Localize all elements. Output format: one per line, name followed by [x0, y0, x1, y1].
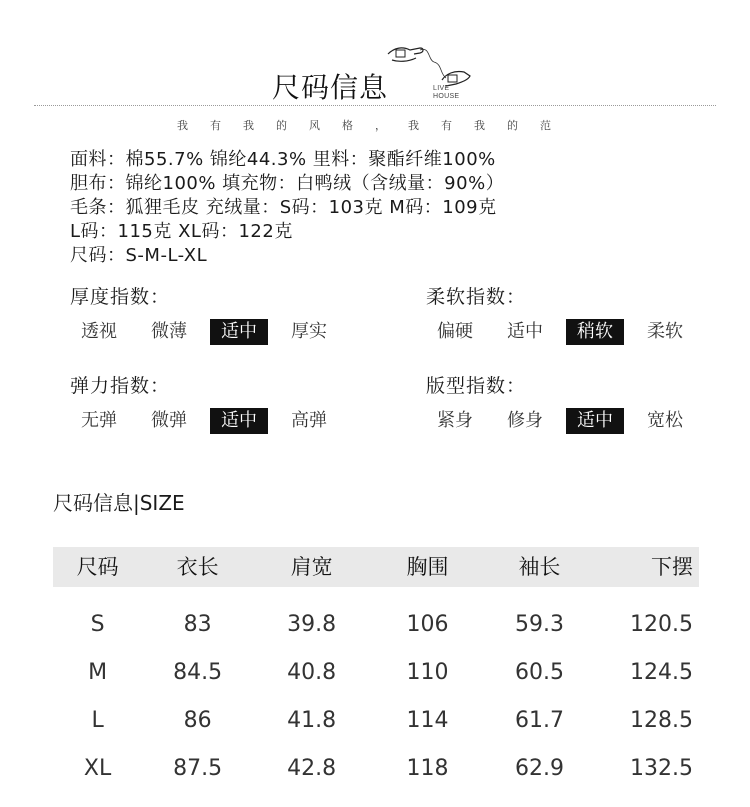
table-cell: 39.8: [287, 612, 337, 637]
table-cell: 118: [406, 756, 449, 781]
table-cell: L: [91, 708, 104, 733]
softness-option-selected: 稍软: [566, 319, 624, 345]
material-line: 毛条：狐狸毛皮 充绒量：S码：103克 M码：109克: [70, 197, 497, 218]
table-cell: 83: [183, 612, 212, 637]
elasticity-option: 微弹: [151, 410, 187, 431]
thickness-option: 厚实: [291, 321, 327, 342]
table-cell: 87.5: [173, 756, 223, 781]
fit-option: 修身: [507, 410, 543, 431]
header-cell: 衣长: [176, 555, 219, 579]
table-cell: 114: [406, 708, 449, 733]
material-line: 胆布：锦纶100% 填充物：白鸭绒（含绒量：90%）: [70, 173, 505, 194]
header-cell: 下摆: [651, 555, 694, 579]
fit-title: 版型指数：: [426, 375, 527, 397]
material-info: [70, 148, 504, 268]
fit-option-selected: 适中: [566, 408, 624, 434]
header-cell: 袖长: [518, 555, 561, 579]
header-cell: 尺码: [76, 555, 119, 579]
softness-option: 柔软: [647, 321, 683, 342]
slogan: 我有我的风格，我有我的范: [177, 119, 573, 132]
table-cell: 86: [183, 708, 212, 733]
table-cell: 120.5: [630, 612, 694, 637]
softness-title: 柔软指数：: [426, 286, 527, 308]
table-header: [53, 547, 699, 587]
softness-index: [426, 282, 706, 345]
softness-option: 适中: [507, 321, 543, 342]
elasticity-title: 弹力指数：: [70, 375, 171, 397]
thickness-option: 微薄: [151, 321, 187, 342]
page-title: 尺码信息: [271, 71, 388, 104]
size-section-title: 尺码信息|SIZE: [53, 491, 185, 515]
table-row: [53, 697, 699, 745]
table-cell: 110: [406, 660, 449, 685]
table-cell: S: [90, 612, 105, 637]
table-cell: 41.8: [287, 708, 337, 733]
table-cell: 132.5: [630, 756, 694, 781]
thickness-option: 透视: [81, 321, 117, 342]
table-cell: 59.3: [514, 612, 564, 637]
logo-text: LIVE HOUSE: [433, 85, 460, 100]
softness-option: 偏硬: [437, 321, 473, 342]
elasticity-option: 无弹: [81, 410, 117, 431]
size-table: [53, 547, 699, 793]
table-row: [53, 649, 699, 697]
table-row: [53, 601, 699, 649]
table-cell: 128.5: [630, 708, 694, 733]
material-line: 面料：棉55.7% 锦纶44.3% 里料：聚酯纤维100%: [70, 149, 496, 170]
thickness-option-selected: 适中: [210, 319, 268, 345]
material-line: L码：115克 XL码：122克: [70, 221, 293, 242]
material-line: 尺码：S-M-L-XL: [70, 245, 208, 266]
table-cell: 84.5: [173, 660, 223, 685]
table-cell: 62.9: [514, 756, 564, 781]
table-cell: M: [88, 660, 108, 685]
thickness-index: [70, 282, 350, 345]
header-cell: 肩宽: [290, 555, 333, 579]
table-cell: 42.8: [287, 756, 337, 781]
header-cell: 胸围: [406, 555, 449, 579]
table-cell: 61.7: [514, 708, 564, 733]
elasticity-index: [70, 371, 350, 434]
table-cell: 106: [406, 612, 449, 637]
thickness-title: 厚度指数：: [70, 286, 171, 308]
elasticity-option-selected: 适中: [210, 408, 268, 434]
hands-logo-icon: [384, 40, 474, 102]
table-row: [53, 745, 699, 793]
elasticity-option: 高弹: [291, 410, 327, 431]
table-cell: 124.5: [630, 660, 694, 685]
table-cell: XL: [83, 756, 112, 781]
table-cell: 60.5: [514, 660, 564, 685]
fit-option: 宽松: [647, 410, 683, 431]
fit-option: 紧身: [437, 410, 473, 431]
fit-index: [426, 371, 706, 434]
dotted-divider: [34, 105, 716, 106]
table-cell: 40.8: [287, 660, 337, 685]
